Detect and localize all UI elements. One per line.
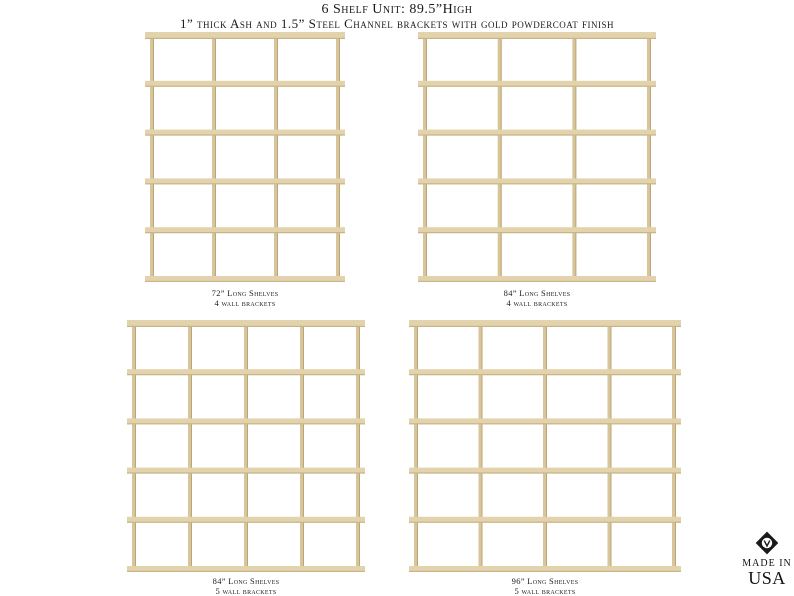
- wall-bracket-edge: [153, 34, 154, 280]
- caption-unit-3: [127, 576, 365, 596]
- shelf-board-edge: [127, 326, 365, 327]
- wall-bracket-edge: [675, 322, 676, 570]
- shelf-unit-96-in: [409, 320, 681, 572]
- shelf-board-edge: [409, 522, 681, 523]
- shelf-drawing: [409, 320, 681, 572]
- shelf-board-edge: [145, 183, 345, 184]
- page-subtitle: 1” thick Ash and 1.5” Steel Channel brackets with gold powdercoat finish: [179, 16, 615, 31]
- wall-bracket-edge: [303, 322, 304, 570]
- caption-unit-4: [409, 576, 681, 596]
- bracket-count-label: 5 wall brackets: [215, 586, 277, 596]
- shelf-board-edge: [418, 38, 656, 39]
- shelf-board-edge: [409, 374, 681, 375]
- shelf-board-edge: [418, 232, 656, 233]
- shelf-drawing: [127, 320, 365, 572]
- caption-unit-1: [145, 288, 345, 308]
- wall-bracket-edge: [482, 322, 483, 570]
- shelf-unit-72-in: [145, 32, 345, 282]
- wall-bracket-edge: [359, 322, 360, 570]
- wall-bracket-edge: [417, 322, 418, 570]
- wall-bracket-edge: [650, 34, 651, 280]
- wall-bracket-edge: [546, 322, 547, 570]
- bracket-count-label: 5 wall brackets: [514, 586, 576, 596]
- page-title: 6 Shelf Unit: 89.5”High: [321, 2, 473, 17]
- shelf-board-edge: [418, 183, 656, 184]
- shelf-length-label: 84” Long Shelves: [503, 288, 571, 298]
- shelf-drawing: [418, 32, 656, 282]
- wall-bracket-edge: [426, 34, 427, 280]
- caption-unit-2: [418, 288, 656, 308]
- shelf-board-edge: [145, 86, 345, 87]
- wall-bracket-edge: [135, 322, 136, 570]
- shelf-length-label: 72” Long Shelves: [211, 288, 279, 298]
- shelf-board-edge: [127, 571, 365, 572]
- country-label: USA: [748, 568, 786, 588]
- wall-bracket-edge: [501, 34, 502, 280]
- shelf-board-edge: [145, 134, 345, 135]
- wall-bracket-edge: [191, 322, 192, 570]
- shelf-board-edge: [127, 522, 365, 523]
- shelf-board-edge: [409, 472, 681, 473]
- shelf-board-edge: [145, 38, 345, 39]
- shelf-length-label: 84” Long Shelves: [212, 576, 280, 586]
- wall-bracket-edge: [277, 34, 278, 280]
- shelf-board-edge: [418, 86, 656, 87]
- wall-bracket-edge: [215, 34, 216, 280]
- shelf-board-edge: [409, 423, 681, 424]
- shelf-board-edge: [409, 326, 681, 327]
- wall-bracket-edge: [575, 34, 576, 280]
- shelf-unit-84-in-5-brackets: [127, 320, 365, 572]
- wall-bracket-edge: [339, 34, 340, 280]
- shelf-length-label: 96” Long Shelves: [511, 576, 579, 586]
- shelf-board-edge: [127, 374, 365, 375]
- bracket-count-label: 4 wall brackets: [214, 298, 276, 308]
- shelf-drawing: [145, 32, 345, 282]
- shelf-board-edge: [145, 232, 345, 233]
- shelf-board-edge: [418, 134, 656, 135]
- wall-bracket-edge: [247, 322, 248, 570]
- made-in-usa-badge: [740, 530, 794, 587]
- bracket-count-label: 4 wall brackets: [506, 298, 568, 308]
- shelf-unit-84-in-4-brackets: [418, 32, 656, 282]
- wall-bracket-edge: [611, 322, 612, 570]
- shelf-board-edge: [127, 423, 365, 424]
- v-diamond-logo-icon: [754, 530, 780, 556]
- made-in-label: MADE IN: [742, 558, 792, 569]
- shelf-board-edge: [127, 472, 365, 473]
- shelf-board-edge: [409, 571, 681, 572]
- shelf-board-edge: [145, 281, 345, 282]
- shelf-board-edge: [418, 281, 656, 282]
